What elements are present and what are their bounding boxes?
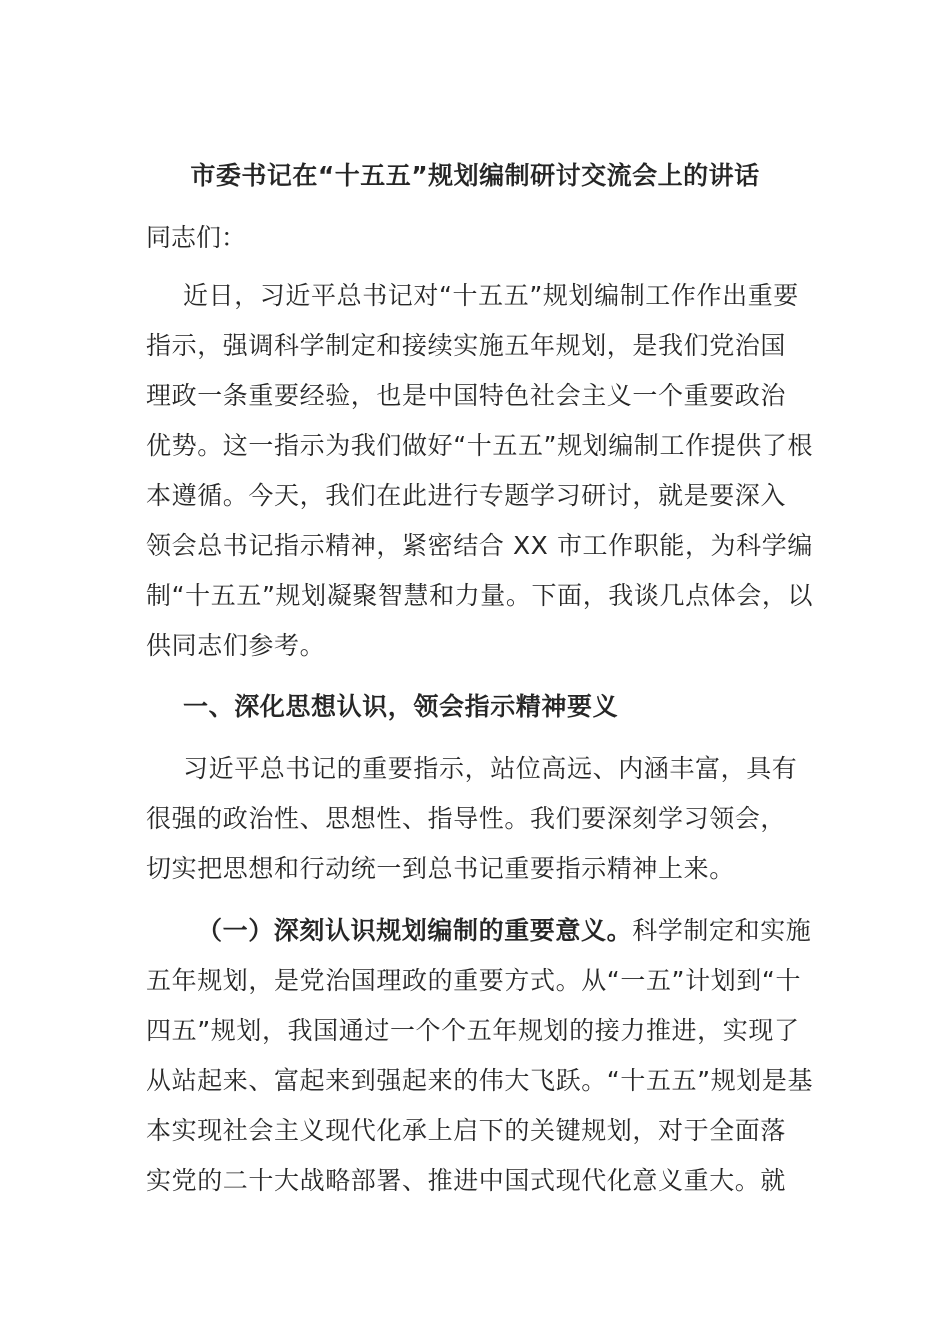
paragraph-line: 五年规划，是党治国理政的重要方式。从“一五”计划到“十 xyxy=(146,966,802,995)
subsection-heading: （一）深刻认识规划编制的重要意义。 xyxy=(197,916,633,945)
paragraph-line: 供同志们参考。 xyxy=(146,631,326,660)
paragraph-line: 理政一条重要经验，也是中国特色社会主义一个重要政治 xyxy=(146,381,787,410)
document-title: 市委书记在“十五五”规划编制研讨交流会上的讲话 xyxy=(190,161,760,190)
paragraph-line: 近日，习近平总书记对“十五五”规划编制工作作出重要 xyxy=(183,281,799,310)
paragraph-line: 本实现社会主义现代化承上启下的关键规划，对于全面落 xyxy=(146,1116,787,1145)
paragraph-line: 习近平总书记的重要指示，站位高远、内涵丰富，具有 xyxy=(183,754,798,783)
paragraph-line: 切实把思想和行动统一到总书记重要指示精神上来。 xyxy=(146,854,735,883)
subsection-text: 科学制定和实施 xyxy=(632,916,812,945)
paragraph-line: 实党的二十大战略部署、推进中国式现代化意义重大。就 xyxy=(146,1166,787,1195)
subsection-line xyxy=(197,911,812,951)
salutation: 同志们： xyxy=(146,223,247,252)
paragraph-line: 制“十五五”规划凝聚智慧和力量。下面，我谈几点体会，以 xyxy=(146,581,814,610)
paragraph-line: 四五”规划，我国通过一个个五年规划的接力推进，实现了 xyxy=(146,1016,800,1045)
paragraph-line: 指示，强调科学制定和接续实施五年规划，是我们党治国 xyxy=(146,331,787,360)
paragraph-line: 本遵循。今天，我们在此进行专题学习研讨，就是要深入 xyxy=(146,481,787,510)
paragraph-line: 优势。这一指示为我们做好“十五五”规划编制工作提供了根 xyxy=(146,431,814,460)
paragraph-line: 领会总书记指示精神，紧密结合 XX 市工作职能，为科学编 xyxy=(146,531,813,560)
section-heading: 一、深化思想认识，领会指示精神要义 xyxy=(183,692,619,721)
paragraph-line: 从站起来、富起来到强起来的伟大飞跃。“十五五”规划是基 xyxy=(146,1066,814,1095)
paragraph-line: 很强的政治性、思想性、指导性。我们要深刻学习领会， xyxy=(146,804,787,833)
